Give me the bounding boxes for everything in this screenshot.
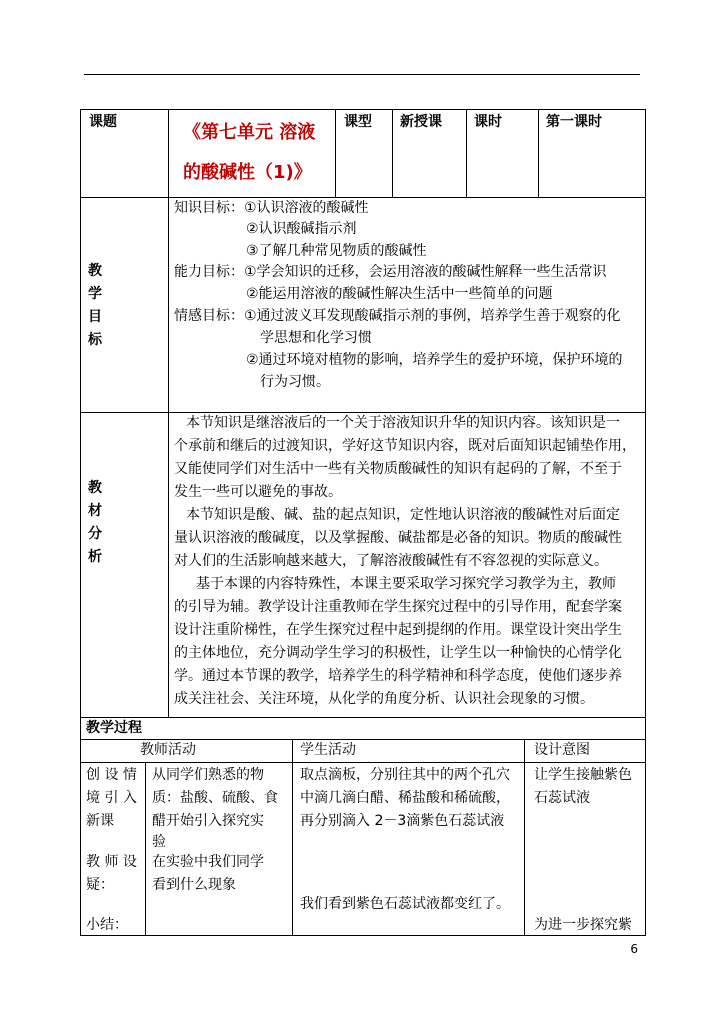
stage3-label: 小结：: [86, 917, 128, 933]
lesson-type-value: 新授课: [400, 114, 442, 130]
analysis-label: 教 材 分 析: [88, 480, 102, 565]
col-student-header: 学生活动: [300, 742, 356, 758]
page-number: 6: [630, 942, 638, 956]
col-design-header: 设计意图: [534, 742, 590, 758]
header-rule: [84, 74, 640, 75]
stage3-design: 为进一步探究紫: [534, 917, 632, 933]
topic-label: 课题: [89, 114, 117, 130]
process-title: 教学过程: [86, 720, 142, 736]
col-teacher-header: 教师活动: [140, 742, 196, 758]
topic-title-line2: 的酸碱性（1)》: [183, 162, 312, 183]
lesson-type-label: 课型: [344, 114, 372, 130]
objectives-label: 教 学 目 标: [88, 263, 102, 348]
period-value: 第一课时: [546, 114, 602, 130]
topic-title-line1: 《第七单元 溶液: [183, 122, 316, 143]
stage2-student: 我们看到紫色石蕊试液都变红了。: [300, 896, 510, 912]
period-label: 课时: [474, 114, 502, 130]
